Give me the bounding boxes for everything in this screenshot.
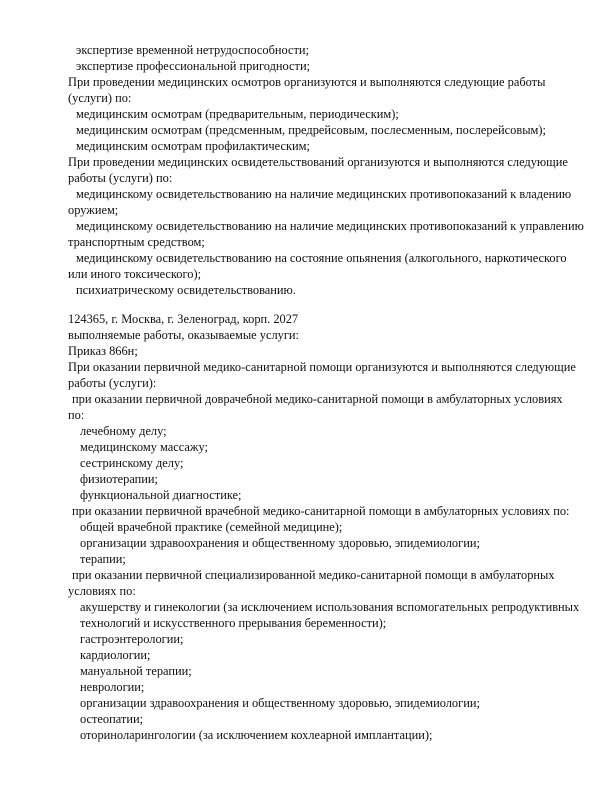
text-line: мануальной терапии; (80, 664, 192, 678)
text-line: акушерству и гинекологии (за исключением использования вспомогательных репродуктивных (80, 600, 580, 614)
text-line: физиотерапии; (80, 472, 158, 486)
text-line: медицинским осмотрам профилактическим; (76, 139, 310, 153)
text-line: При проведении медицинских осмотров организуются и выполняются следующие работы (68, 75, 546, 89)
text-line: при оказании первичной врачебной медико-санитарной помощи в амбулаторных условиях по: (72, 504, 570, 518)
text-line: гастроэнтерологии; (80, 632, 184, 646)
text-line: транспортным средством; (68, 235, 205, 249)
text-line: При проведении медицинских освидетельствований организуются и выполняются следующие (68, 155, 568, 169)
address-line: 124365, г. Москва, г. Зеленоград, корп. 2027 (68, 312, 299, 326)
text-line: экспертизе профессиональной пригодности; (76, 59, 311, 73)
text-line: технологий и искусственного прерывания беременности); (80, 616, 387, 630)
text-line: экспертизе временной нетрудоспособности; (76, 43, 310, 57)
text-line: медицинскому освидетельствованию на наличие медицинских противопоказаний к управлению (76, 219, 584, 233)
text-line: кардиологии; (80, 648, 151, 662)
text-line: работы (услуги) по: (68, 171, 173, 185)
text-line: терапии; (80, 552, 126, 566)
text-line: функциональной диагностике; (80, 488, 242, 502)
text-line: организации здравоохранения и общественному здоровью, эпидемиологии; (80, 536, 480, 550)
text-line: оружием; (68, 203, 119, 217)
text-line: Приказ 866н; (68, 344, 138, 358)
text-line: при оказании первичной специализированной медико-санитарной помощи в амбулаторных (72, 568, 555, 582)
text-line: организации здравоохранения и общественному здоровью, эпидемиологии; (80, 696, 480, 710)
text-line: медицинскому массажу; (80, 440, 208, 454)
text-line: (услуги) по: (68, 91, 132, 105)
text-line: неврологии; (80, 680, 145, 694)
text-line: медицинскому освидетельствованию на состояние опьянения (алкогольного, наркотического (76, 251, 567, 265)
text-line: медицинскому освидетельствованию на наличие медицинских противопоказаний к владению (76, 187, 572, 201)
text-line: медицинским осмотрам (предсменным, предрейсовым, послесменным, послерейсовым); (76, 123, 546, 137)
text-line: выполняемые работы, оказываемые услуги: (68, 328, 300, 342)
text-line: или иного токсического); (68, 267, 202, 281)
text-line: лечебному делу; (80, 424, 167, 438)
text-line: работы (услуги): (68, 376, 157, 390)
text-line: медицинским осмотрам (предварительным, периодическим); (76, 107, 399, 121)
text-line: общей врачебной практике (семейной медицине); (80, 520, 343, 534)
text-line: при оказании первичной доврачебной медико-санитарной помощи в амбулаторных условиях (72, 392, 563, 406)
text-line: сестринскому делу; (80, 456, 184, 470)
text-line: условиях по: (68, 584, 136, 598)
text-line: остеопатии; (80, 712, 144, 726)
text-line: При оказании первичной медико-санитарной помощи организуются и выполняются следующие (68, 360, 576, 374)
text-line: оториноларингологии (за исключением кохлеарной имплантации); (80, 728, 433, 742)
text-line: по: (68, 408, 85, 422)
text-line: психиатрическому освидетельствованию. (76, 283, 296, 297)
